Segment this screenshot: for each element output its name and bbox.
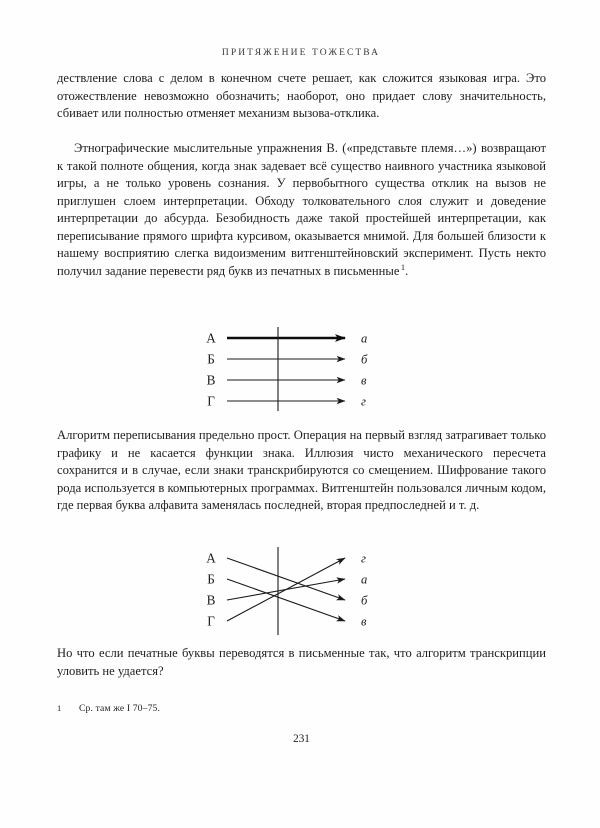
paragraph-block-2	[57, 140, 546, 280]
running-head: ПРИТЯЖЕНИЕ ТОЖЕСТВА	[221, 48, 381, 58]
diagram2-right-label-3: в	[361, 614, 367, 629]
diagram2-arrow-3	[227, 558, 345, 621]
paragraph-block-3	[57, 427, 546, 515]
diagram1-right-label-1: б	[361, 352, 368, 367]
diagram1-left-label-2: В	[206, 372, 216, 388]
footnote-text: Ср. там же I 70–75.	[79, 703, 161, 714]
diagram1-left-label-1: Б	[207, 351, 215, 367]
diagram1-right-label-0: а	[361, 331, 368, 346]
diagram2-left-label-1: Б	[207, 571, 215, 587]
diagram1-left-label-0: А	[206, 330, 216, 346]
paragraph-2-terminal-punctuation: .	[405, 263, 409, 278]
footnote	[57, 702, 546, 715]
diagram1-right-label-3: г	[361, 394, 366, 409]
footnote-number: 1	[57, 703, 62, 713]
body-paragraph-3: Алгоритм переписывания предельно прост. Операция на первый взгляд затрагивает только графику и не касается функции знака. Иллюзия чисто механического пересчета сохранится и в случае, если знаки транскрибируются со смещением. Шифрование такого рода используется в компьютерных программах. Витгенштейн пользовался личным кодом, где первая буква алфавита заменялась последней, вторая предпоследней и т. д.	[57, 428, 546, 513]
body-paragraph-1: дествление слова с делом в конечном счете решает, как сложится языковая игра. Это отожествление невозможно обозначить; наоборот, оно придает слову значительность, сбивает или полностью отменяет механизм вызова-отклика.	[57, 71, 546, 121]
diagram1-right-label-2: в	[361, 373, 367, 388]
diagram2-arrow-1	[227, 579, 345, 621]
diagram2-right-label-0: г	[361, 551, 366, 566]
diagram2-left-label-2: В	[206, 592, 216, 608]
diagram1-left-label-3: Г	[207, 393, 215, 409]
body-paragraph-2	[57, 140, 546, 280]
diagram2-arrow-0	[227, 558, 345, 600]
diagram2-left-label-0: А	[206, 550, 216, 566]
page-number: 231	[293, 733, 310, 745]
letter-mapping-diagram-shifted	[0, 545, 600, 637]
body-paragraph-4: Но что если печатные буквы переводятся в письменные так, что алгоритм транскрипции уловить не удается?	[57, 646, 546, 678]
footnote-reference-marker[interactable]: 1	[400, 262, 406, 272]
letter-mapping-diagram-direct	[0, 325, 600, 413]
diagram2-right-label-2: б	[361, 593, 368, 608]
diagram2-right-label-1: а	[361, 572, 368, 587]
diagram2-left-label-3: Г	[207, 613, 215, 629]
paragraph-block-4	[57, 645, 546, 680]
paragraph-2-main-text: Этнографические мыслительные упражнения В. («представьте племя…») возвращают к такой полноте общения, когда знак задевает всё существо наивного участника языковой игры, а не только уровень сознания. У первобытного существа отклик на вызов не приглушен слоем интерпретации. Обходу толковательного слоя служит и доведение интерпретации до абсурда. Безобидность даже такой простейшей интерпретации, как переписывание прямого шрифта курсивом, оказывается мнимой. Для большей близости к нашему восприятию слегка видоизменим витгенштейновский эксперимент. Пусть некто получил задание перевести ряд букв из печатных в письменные	[57, 141, 546, 278]
paragraph-block-1	[57, 70, 546, 123]
